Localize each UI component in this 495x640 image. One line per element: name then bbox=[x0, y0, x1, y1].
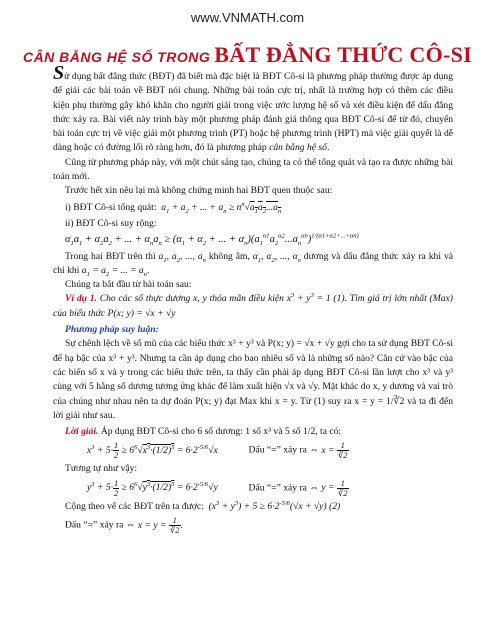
page-title bbox=[0, 42, 495, 68]
method-name: cân bằng hệ số bbox=[269, 142, 327, 154]
inequality-x: $x^3 + 5\cdot$ $\frac{1}{2}$ ≥ $6^6√x^3\cdot(1/2)^5 = 6\cdot 2^{-5/6}√x$ Dấu “=” xảy ra ⇔ x = $\frac{1}{∛2}$ bbox=[87, 440, 348, 461]
solution-intro: Lời giải. Áp dụng BĐT Cô-si cho 6 số dương: 1 số x³ và 5 số 1/2, ta có: bbox=[65, 426, 342, 438]
intro-paragraph: Sử dụng bất đẳng thức (BĐT) đã biết mà đặc biệt là BĐT Cô-si là phương pháp thường được áp dụng để giải các bài toán về BĐT nói chung. Những bài toán cực trị, nhất là trường hợp có thêm các điều kiện phụ thường gây khó khăn cho người giải trong việc ước lượng hệ số và xét điều kiện để dấu đẳng thức xảy ra. Bài viết này trình bày một phương pháp đánh giá thông qua BĐT Cô-si để từ đó, chuyển bài toán cực trị về việc giải một phương trình (PT) hoặc hệ phương trình (HPT) mà việc giải quyết là dễ dàng hoặc có đường lối rõ ràng hơn, đó là phương pháp cân bằng hệ số. bbox=[53, 62, 453, 154]
inequality-y: $y^3 + 5\cdot$ $\frac{1}{2}$ ≥ $6^6√y^3\cdot(1/2)^5 = 6\cdot 2^{-5/6}√y$ Dấu “=” xảy ra ⇔ y = $\frac{1}{∛2}$ bbox=[87, 477, 348, 498]
title-part1: CÂN BẰNG HỆ SỐ TRONG bbox=[22, 49, 211, 65]
similar-text: Tương tự như vậy: bbox=[65, 463, 138, 475]
sum-inequality: Cộng theo vế các BĐT trên ta được: $(x^3 + y^3) + 5 \ge 6\cdot 2^{-5/6}(√x + √y)$ (2) bbox=[65, 499, 341, 512]
drop-cap: S bbox=[53, 62, 65, 84]
intro-paragraph-2: Cũng từ phương pháp này, với một chút sáng tạo, chúng ta có thể tổng quát và tạo ra được những bài toán mới. bbox=[53, 156, 453, 183]
document-body bbox=[53, 62, 453, 537]
title-part2: BẤT ĐẲNG THỨC CÔ-SI bbox=[214, 42, 473, 67]
bdt-cosi-general: i) BĐT Cô-si tổng quát: $a_1 + a_2$ + ... + $a_n \ge n^n√a_1a_2...a_n$ bbox=[65, 200, 282, 215]
equality-condition: Dấu “=” xảy ra ⇔ x = y = $\frac{1}{∛2}$ . bbox=[65, 515, 183, 536]
solution-label: Lời giải. bbox=[65, 426, 99, 438]
site-url[interactable]: www.VNMATH.com bbox=[190, 10, 305, 25]
example-label: Ví dụ 1. bbox=[65, 293, 97, 305]
bdt-cosi-extended: $\alpha_1a_1 + \alpha_2a_2$ + ... + $\alpha_na_n \ge (\alpha_1 + \alpha_2$ + ... + $\alpha_n)(a_1^{\alpha 1}a_2^{\alpha 2}...a_n^{\alpha n})^{1/(\alpha 1+\alpha 2+...+\alpha n)}$ bbox=[65, 232, 359, 248]
conditions-paragraph: Trong hai BĐT trên thì $a_1$, $a_2$, ..., $a_n$ không âm, $\alpha_1$, $\alpha_2$, ..., $\alpha_n$ dương và dấu đẳng thức xảy ra khi và chỉ khi $a_1 = a_2$ = ... = $a_n$. bbox=[53, 250, 453, 278]
method-heading: Phương pháp suy luận: bbox=[65, 324, 159, 336]
start-paragraph: Chúng ta bắt đầu từ bài toán sau: bbox=[65, 279, 192, 291]
method-paragraph: Sự chênh lệch về số mũ của các biểu thức x³ + y³ và P(x; y) = √x + √y gợi cho ta sử dụng BĐT Cô-si để hạ bậc của x³ + y³. Nhưng ta cần áp dụng cho bao nhiêu số và là những số nào? Căn cứ vào bậc của các biến số x và y trong các biểu thức trên, ta thấy cần phải áp dụng BĐT Cô-si lần lượt cho x³ và y³ cùng với 5 hằng số dương tương ứng khác để làm xuất hiện √x và √y. Mặt khác do x, y dương và vai trò của chúng như nhau nên ta dự đoán P(x; y) đạt Max khi x = y. Từ (1) suy ra x = y = 1/∛2 và ta đi đến lời giải như sau. bbox=[53, 338, 453, 421]
bdt-cosi-extended-label: ii) BĐT Cô-si suy rộng: bbox=[65, 217, 157, 229]
intro-paragraph-3: Trước hết xin nêu lại mà không chứng minh hai BĐT quen thuộc sau: bbox=[65, 185, 333, 197]
example-1: Ví dụ 1. Cho các số thực dương x, y thỏa mãn điều kiện $x^3 + y^3 = 1$ (1). Tìm giá trị lớn nhất (Max) của biểu thức P(x; y) = √x + √y bbox=[53, 292, 453, 319]
